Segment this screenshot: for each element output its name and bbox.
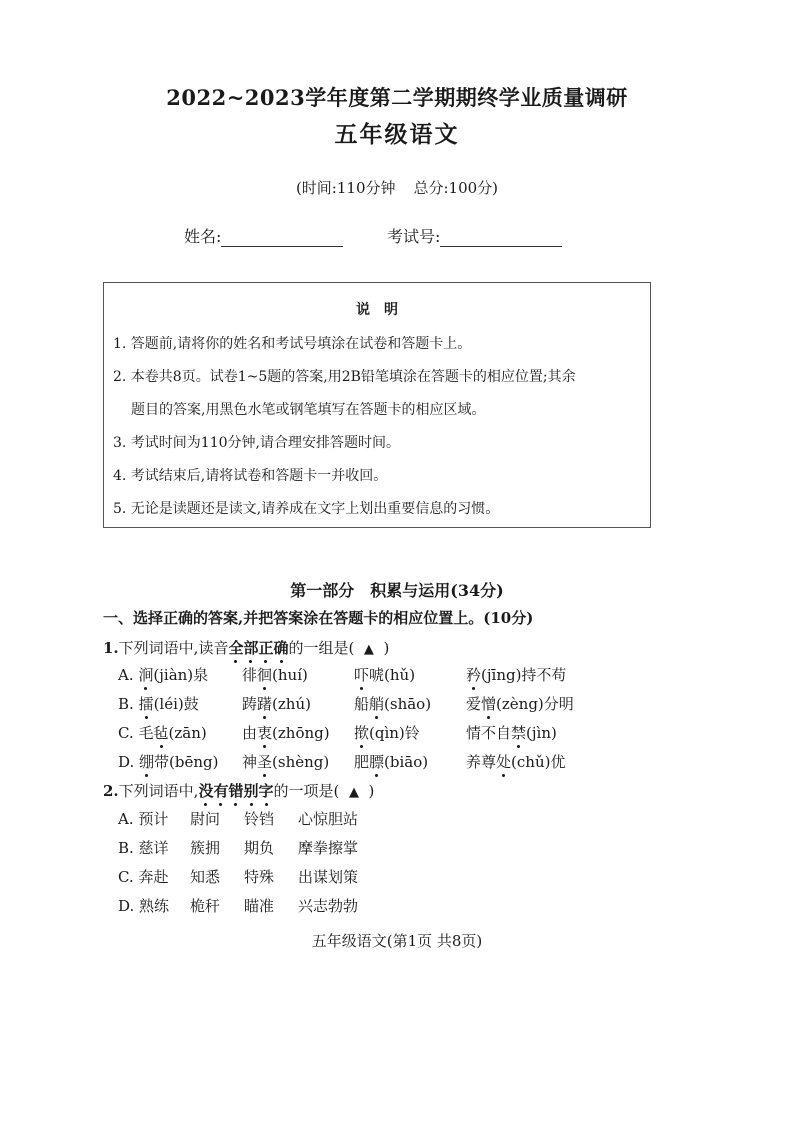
option-text: (qìn)铃 [369, 724, 420, 742]
exam-id-blank[interactable] [440, 228, 562, 247]
name-label: 姓名: [184, 227, 222, 246]
q2-option-word: 知悉 [190, 868, 221, 886]
option-text: (jìn) [526, 724, 557, 742]
option-text: (zān) [168, 724, 207, 742]
instruction-item: 题目的答案,用黑色水笔或钢笔填写在答题卡的相应区域。 [131, 402, 486, 418]
annotated-char: 揿 [354, 724, 370, 742]
page-footer: 五年级语文(第1页 共8页) [311, 932, 483, 950]
instruction-item: 5. 无论是读题还是读文,请养成在文字上划出重要信息的习惯。 [113, 501, 500, 517]
option-text: 爱 [466, 695, 482, 713]
q1-option-word [118, 722, 207, 743]
q1-option-word [242, 751, 329, 772]
stem-text: ) [383, 639, 390, 657]
q2-option-word: 尉问 [190, 810, 221, 828]
option-text: (shāo) [384, 695, 432, 713]
q2-option-word: 期负 [244, 839, 275, 857]
emphasis-char: 部 [243, 639, 259, 657]
question-2-stem [103, 780, 374, 801]
option-text: 由 [242, 724, 258, 742]
q2-option-word: A. 预计 [118, 810, 169, 828]
q1-option-word [242, 693, 311, 714]
option-text: A. [118, 666, 139, 684]
option-text: 神 [242, 753, 258, 771]
q1-option-word [118, 664, 208, 685]
option-text: 毛 [138, 724, 154, 742]
q2-option-word: 出谋划策 [298, 868, 359, 886]
annotated-char: 禁 [511, 724, 527, 742]
exam-id-field[interactable] [387, 224, 562, 247]
annotated-char: 衷 [257, 724, 273, 742]
q2-option-word: B. 慈详 [118, 839, 169, 857]
q1-option-word [466, 693, 574, 714]
q2-option-word: 桅秆 [190, 897, 221, 915]
emphasis-char: 有 [213, 782, 229, 800]
q1-option-word [466, 751, 565, 772]
stem-text: ) [368, 782, 375, 800]
part-subtitle: 积累与运用(34分) [370, 581, 504, 600]
instructions-box [103, 282, 651, 528]
annotated-char: 躇 [257, 695, 273, 713]
exam-title: 2022~2023学年度第二学期期终学业质量调研 [166, 85, 628, 110]
question-number: 2. [103, 782, 119, 800]
q1-option-word [118, 693, 199, 714]
option-text: 带(bēng) [154, 753, 219, 771]
annotated-char: 矜 [466, 666, 482, 684]
q2-option-word: 特殊 [244, 868, 275, 886]
q1-option-word [466, 722, 557, 743]
emphasis-char: 确 [273, 639, 289, 657]
q1-option-word [118, 751, 219, 772]
option-text: 踌 [242, 695, 258, 713]
instruction-item: 3. 考试时间为110分钟,请合理安排答题时间。 [113, 435, 400, 451]
q2-option-word: 瞄准 [244, 897, 275, 915]
stem-text: 下列词语中, [118, 782, 199, 800]
option-text: C. [118, 724, 139, 742]
option-text: 唬 [369, 666, 385, 684]
annotated-char: 憎 [481, 695, 497, 713]
q1-option-word [242, 664, 308, 685]
q1-option-word [242, 722, 330, 743]
annotated-char: 处 [496, 753, 512, 771]
annotated-char: 擂 [138, 695, 154, 713]
instruction-item: 1. 答题前,请将你的姓名和考试号填涂在试卷和答题卡上。 [113, 336, 472, 352]
q2-option-word: C. 奔赴 [118, 868, 169, 886]
stem-text: 的一项是( [273, 782, 340, 800]
q2-option-word: 兴志勃勃 [298, 897, 359, 915]
annotated-char: 绷 [139, 753, 155, 771]
option-text: B. [118, 695, 139, 713]
option-text: (huí) [272, 666, 308, 684]
instruction-item: 4. 考试结束后,请将试卷和答题卡一并收回。 [113, 468, 388, 484]
instruction-item: 2. 本卷共8页。试卷1~5题的答案,用2B铅笔填涂在答题卡的相应位置;其余 [113, 369, 576, 385]
option-text: (chǔ)优 [511, 753, 566, 771]
option-text: (zhú) [272, 695, 311, 713]
annotated-char: 膘 [369, 753, 385, 771]
option-text: (jiàn)泉 [153, 666, 209, 684]
option-text: (zèng)分明 [496, 695, 574, 713]
q1-option-word [466, 664, 566, 685]
exam-time: (时间:110分钟 [295, 179, 396, 197]
answer-triangle-icon: ▲ [363, 642, 374, 657]
option-text: (léi)鼓 [153, 695, 199, 713]
part-heading [0, 578, 794, 601]
q1-option-word [354, 722, 420, 743]
name-blank[interactable] [221, 228, 343, 247]
option-text: 情不自 [466, 724, 512, 742]
q2-option-word: 铃铛 [244, 810, 275, 828]
option-text: (biāo) [384, 753, 429, 771]
emphasis-char: 别 [243, 782, 259, 800]
q2-option-word: D. 熟练 [118, 897, 170, 915]
q1-option-word [354, 751, 428, 772]
answer-triangle-icon: ▲ [348, 785, 359, 800]
option-text: D. [118, 753, 140, 771]
exam-total-score: 总分:100分) [413, 179, 499, 197]
q1-option-word [354, 664, 415, 685]
annotated-char: 涧 [138, 666, 154, 684]
option-text: 徘 [242, 666, 258, 684]
q2-option-word: 摩拳擦掌 [298, 839, 359, 857]
part-title: 第一部分 [290, 581, 355, 600]
section-heading: 一、选择正确的答案,并把答案涂在答题卡的相应位置上。(10分) [103, 609, 534, 627]
instructions-title: 说明 [356, 302, 412, 318]
question-1-stem [103, 637, 389, 658]
option-text: (jīng)持不苟 [481, 666, 567, 684]
stem-text: 的一组是( [288, 639, 355, 657]
option-text: (shèng) [272, 753, 330, 771]
emphasis-char: 字 [258, 782, 274, 800]
annotated-char: 圣 [257, 753, 273, 771]
annotated-char: 吓 [354, 666, 370, 684]
exam-id-label: 考试号: [387, 227, 441, 246]
option-text: (zhōng) [272, 724, 330, 742]
emphasis-char: 错 [228, 782, 244, 800]
exam-meta [0, 177, 794, 198]
option-text: 肥 [354, 753, 370, 771]
annotated-char: 毡 [153, 724, 169, 742]
option-text: 养尊 [466, 753, 497, 771]
q2-option-word: 心惊胆站 [298, 810, 359, 828]
question-number: 1. [103, 639, 119, 657]
q1-option-word [354, 693, 431, 714]
emphasis-char: 没 [198, 782, 214, 800]
annotated-char: 艄 [369, 695, 385, 713]
annotated-char: 徊 [257, 666, 273, 684]
emphasis-char: 全 [228, 639, 244, 657]
exam-subject: 五年级语文 [334, 121, 460, 148]
emphasis-char: 正 [258, 639, 274, 657]
option-text: (hǔ) [384, 666, 416, 684]
stem-text: 下列词语中,读音 [118, 639, 229, 657]
name-field[interactable] [184, 224, 343, 247]
option-text: 船 [354, 695, 370, 713]
q2-option-word: 簇拥 [190, 839, 221, 857]
